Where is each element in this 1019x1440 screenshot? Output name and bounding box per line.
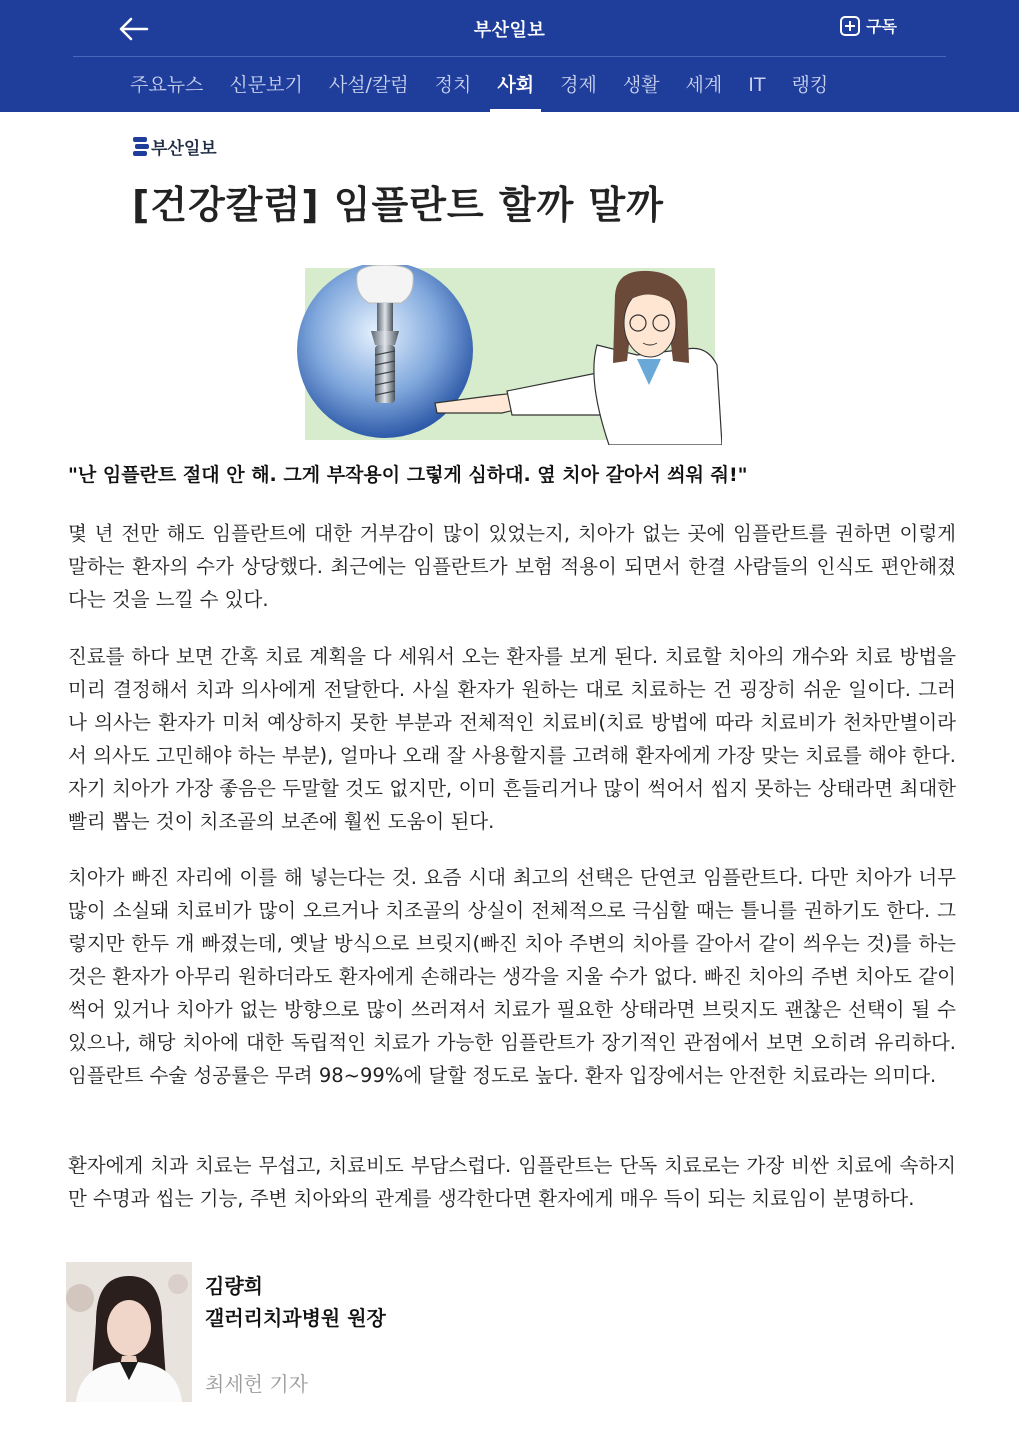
tab-ranking[interactable]: 랭킹 [791, 74, 829, 96]
article-paragraph-4: 환자에게 치과 치료는 무섭고, 치료비도 부담스럽다. 임플란트는 단독 치료로는 가장 비싼 치료에 속하지만 수명과 씹는 기능, 주변 치아와의 관계를 생각한다면 환자에게 매우 득이 되는 치료임이 분명하다. [68, 1154, 956, 1210]
header-divider [73, 56, 946, 57]
reporter-byline[interactable]: 최세헌 기자 [205, 1372, 308, 1396]
article-paragraph-3: 치아가 빠진 자리에 이를 해 넣는다는 것. 요즘 시대 최고의 선택은 단연코 임플란트다. 다만 치아가 너무 많이 소실돼 치료비가 많이 오르거나 치조골의 상실이 전체적으로 극심할 때는 틀니를 권하기도 한다. 그렇지만 한두 개 빠졌는데, 옛날 방식으로 브릿지(빠진 치아 주변의 치아를 갈아서 같이 씌우는 것)를 하는 것은 환자가 아무리 원하더라도 환자에게 손해라는 생각을 지울 수가 없다. 빠진 치아의 주변 치아도 같이 썩어 있거나 치아가 없는 방향으로 많이 쓰러져서 치료가 필요한 상태라면 브릿지도 괜찮은 선택이 될 수 있으나, 해당 치아에 대한 독립적인 치료가 가능한 임플란트가 장기적인 관점에서 보면 오히려 유리하다. 임플란트 수술 성공률은 무려 98~99%에 달할 정도로 높다. 환자 입장에서는 안전한 치료라는 의미다. [68, 866, 956, 1087]
article-title: [건강칼럼] 임플란트 할까 말까 [132, 183, 664, 227]
author-name: 김량희 [205, 1274, 263, 1298]
tab-editorial[interactable]: 사설/칼럼 [328, 74, 409, 96]
top-app-bar [0, 0, 1019, 112]
subscribe-button[interactable] [840, 14, 897, 37]
tab-life[interactable]: 생활 [622, 74, 660, 96]
tab-newspaper[interactable]: 신문보기 [229, 74, 303, 96]
tab-main-news[interactable]: 주요뉴스 [130, 74, 204, 96]
tab-society[interactable]: 사회 [484, 71, 547, 112]
brand-title[interactable]: 부산일보 [473, 20, 546, 41]
author-title: 갤러리치과병원 원장 [205, 1306, 386, 1330]
logo-mark-icon [133, 137, 147, 157]
tab-politics[interactable]: 정치 [434, 74, 472, 96]
author-photo [66, 1262, 192, 1402]
plus-icon [840, 16, 860, 36]
article-paragraph-1: 몇 년 전만 해도 임플란트에 대한 거부감이 많이 있었는지, 치아가 없는 곳에 임플란트를 권하면 이렇게 말하는 환자의 수가 상당했다. 최근에는 임플란트가 보험 적용이 되면서 한결 사람들의 인식도 편안해졌다는 것을 느낄 수 있다. [68, 522, 956, 611]
tab-it[interactable]: IT [748, 74, 766, 96]
tab-world[interactable]: 세계 [685, 74, 723, 96]
article-quote: "난 임플란트 절대 안 해. 그게 부작용이 그렇게 심하대. 옆 치아 갈아서 씌워 줘!" [68, 464, 748, 486]
section-tabs [117, 71, 841, 112]
article-paragraph-2: 진료를 하다 보면 간혹 치료 계획을 다 세워서 오는 환자를 보게 된다. 치료할 치아의 개수와 치료 방법을 미리 결정해서 치과 의사에게 전달한다. 사실 환자가 원하는 대로 치료하는 건 굉장히 쉬운 일이다. 그러나 의사는 환자가 미처 예상하지 못한 부분과 전체적인 치료비(치료 방법에 따라 치료비가 천차만별이라서 의사도 고민해야 하는 부분), 얼마나 오래 잘 사용할지를 고려해 환자에게 가장 맞는 치료를 해야 한다. 자기 치아가 가장 좋음은 두말할 것도 없지만, 이미 흔들리거나 많이 썩어서 씹지 못하는 상태라면 최대한 빨리 뽑는 것이 치조골의 보존에 훨씬 도움이 된다. [68, 645, 956, 833]
publisher-logo [133, 134, 217, 159]
article-illustration [297, 265, 722, 445]
logo-text: 부산일보 [151, 139, 217, 159]
tab-economy[interactable]: 경제 [560, 74, 597, 96]
subscribe-label: 구독 [866, 17, 897, 36]
